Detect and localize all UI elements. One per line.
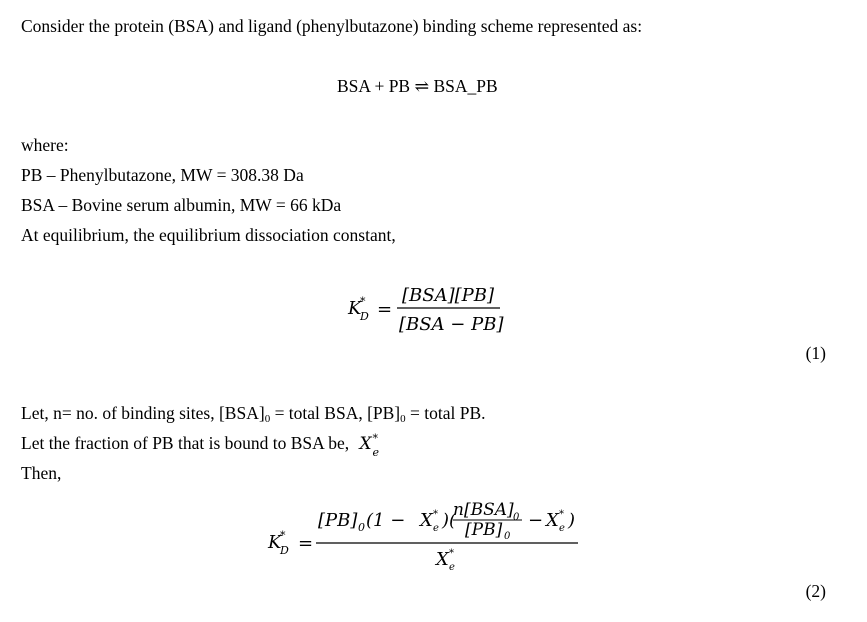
eq1-equals: = <box>377 299 393 320</box>
equation-1-number: (1) <box>805 343 826 363</box>
eq1-lhs: K <box>348 298 362 319</box>
eq2-equals: = <box>298 533 314 554</box>
eq2-den-sup: * <box>449 548 454 559</box>
equation-2-number: (2) <box>805 581 826 601</box>
fraction-sup: * <box>372 432 378 445</box>
eq2-inner-den: [PB] <box>465 520 503 540</box>
eq2-den-sub: e <box>449 562 455 573</box>
eq2-minus: − <box>528 510 544 531</box>
eq2-inner-den-sub: 0 <box>504 531 511 542</box>
eq1-denominator: [BSA − PB] <box>399 314 504 335</box>
equilibrium-text: At equilibrium, the equilibrium dissociation constant, <box>21 225 396 245</box>
equation-2 <box>262 500 592 575</box>
bsa-definition: BSA – Bovine serum albumin, MW = 66 kDa <box>21 195 342 215</box>
eq2-den-x: X <box>436 549 449 570</box>
intro-text: Consider the protein (BSA) and ligand (phenylbutazone) binding scheme represented as: <box>21 16 643 36</box>
eq2-x2: X <box>546 510 559 531</box>
eq2-one-minus: (1 − <box>366 510 406 531</box>
eq2-pb0-sub: 0 <box>358 521 365 534</box>
eq2-pb0: [PB] <box>318 510 358 531</box>
eq2-sup: * <box>280 529 286 542</box>
fraction-text: Let the fraction of PB that is bound to BSA be, <box>21 433 350 453</box>
fraction-line <box>21 432 379 459</box>
let-line-c: = total PB. <box>405 403 486 423</box>
reaction-equation: BSA + PB ⇌ BSA_PB <box>337 76 498 96</box>
eq2-inner-num: n[BSA] <box>453 500 514 520</box>
eq2-close: ) <box>568 510 576 531</box>
eq1-sub: D <box>360 310 369 323</box>
let-line-a: Let, n= no. of binding sites, [BSA] <box>21 403 265 423</box>
eq2-x1: X <box>420 510 433 531</box>
eq1-sup: * <box>360 295 366 308</box>
equation-1 <box>340 280 510 340</box>
let-line-b: = total BSA, [PB] <box>270 403 401 423</box>
let-line <box>21 402 486 430</box>
eq2-x1-sub: e <box>433 523 439 534</box>
pb-definition: PB – Phenylbutazone, MW = 308.38 Da <box>21 165 304 185</box>
let-line-zero2: 0 <box>400 413 406 425</box>
then-text: Then, <box>21 463 62 483</box>
eq2-close-open: )( <box>442 510 457 531</box>
eq2-x1-sup: * <box>433 509 438 520</box>
eq2-lhs: K <box>268 532 282 553</box>
where-label: where: <box>21 135 69 155</box>
eq2-inner-num-sub: 0 <box>513 512 520 523</box>
eq2-x2-sub: e <box>559 523 565 534</box>
eq2-x2-sup: * <box>559 509 564 520</box>
let-line-zero1: 0 <box>264 413 271 425</box>
eq1-numerator: [BSA][PB] <box>402 285 494 306</box>
fraction-sub: e <box>372 446 379 459</box>
fraction-symbol: X <box>359 434 372 454</box>
eq2-sub: D <box>280 544 289 557</box>
